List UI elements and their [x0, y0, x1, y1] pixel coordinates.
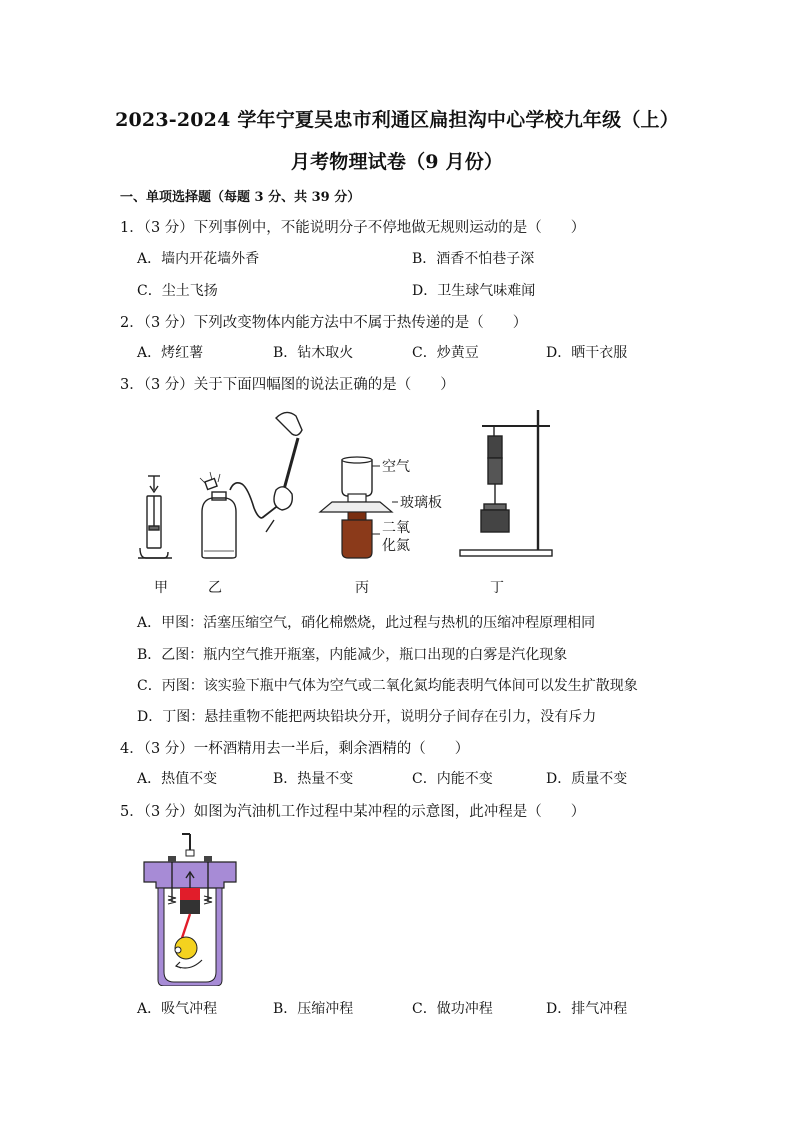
q5-engine-figure: [140, 832, 250, 986]
exam-title-line1: 2023-2024 学年宁夏吴忠市利通区扁担沟中心学校九年级（上）: [115, 109, 679, 131]
question-5-stem: 5．（3 分）如图为汽油机工作过程中某冲程的示意图，此冲程是（ ）: [120, 804, 586, 820]
figure-label-yi: 乙: [208, 580, 222, 596]
section-heading: 一、单项选择题（每题 3 分、共 39 分）: [120, 190, 361, 205]
q1-option-a: A．墙内开花墙外香: [137, 251, 260, 267]
q3-option-a: A．甲图：活塞压缩空气，硝化棉燃烧，此过程与热机的压缩冲程原理相同: [137, 615, 596, 631]
q1-option-d: D．卫生球气味难闻: [412, 283, 536, 299]
q2-option-a: A．烤红薯: [137, 345, 204, 361]
q4-option-a: A．热值不变: [137, 771, 218, 787]
label-no2-line1: 二氧: [382, 520, 410, 536]
figure-ding-lead-blocks: [460, 410, 552, 556]
question-3-stem: 3．（3 分）关于下面四幅图的说法正确的是（ ）: [120, 377, 455, 393]
figure-label-jia: 甲: [154, 580, 168, 596]
q5-option-b: B．压缩冲程: [273, 1001, 354, 1017]
figure-label-ding: 丁: [490, 580, 504, 596]
q2-option-b: B．钻木取火: [273, 345, 354, 361]
q4-option-b: B．热量不变: [273, 771, 354, 787]
q5-option-c: C．做功冲程: [412, 1001, 493, 1017]
question-4-stem: 4．（3 分）一杯酒精用去一半后，剩余酒精的（ ）: [120, 741, 470, 757]
question-1-stem: 1．（3 分）下列事例中，不能说明分子不停地做无规则运动的是（ ）: [120, 220, 586, 236]
q3-option-b: B．乙图：瓶内空气推开瓶塞，内能减少，瓶口出现的白雾是汽化现象: [137, 647, 568, 663]
q5-option-a: A．吸气冲程: [137, 1001, 218, 1017]
q2-option-c: C．炒黄豆: [412, 345, 479, 361]
q3-figures: [130, 408, 570, 568]
q4-option-c: C．内能不变: [412, 771, 493, 787]
q3-option-d: D．丁图：悬挂重物不能把两块铅块分开，说明分子间存在引力，没有斥力: [137, 709, 597, 725]
q2-option-d: D．晒干衣服: [546, 345, 628, 361]
label-glass-plate: 玻璃板: [400, 495, 442, 511]
figure-yi-bottle-pump: [200, 412, 302, 558]
label-no2-line2: 化氮: [382, 538, 410, 554]
q5-option-d: D．排气冲程: [546, 1001, 628, 1017]
q1-option-b: B．酒香不怕巷子深: [412, 251, 535, 267]
question-2-stem: 2．（3 分）下列改变物体内能方法中不属于热传递的是（ ）: [120, 315, 528, 331]
exam-title-line2: 月考物理试卷（9 月份）: [290, 151, 504, 173]
figure-bing-diffusion: [320, 457, 442, 558]
q1-option-c: C．尘土飞扬: [137, 283, 218, 299]
figure-jia-fire-syringe: [138, 476, 172, 558]
q4-option-d: D．质量不变: [546, 771, 628, 787]
figure-label-bing: 丙: [355, 580, 369, 596]
label-air: 空气: [382, 459, 410, 475]
q3-option-c: C．丙图：该实验下瓶中气体为空气或二氧化氮均能表明气体间可以发生扩散现象: [137, 678, 638, 694]
